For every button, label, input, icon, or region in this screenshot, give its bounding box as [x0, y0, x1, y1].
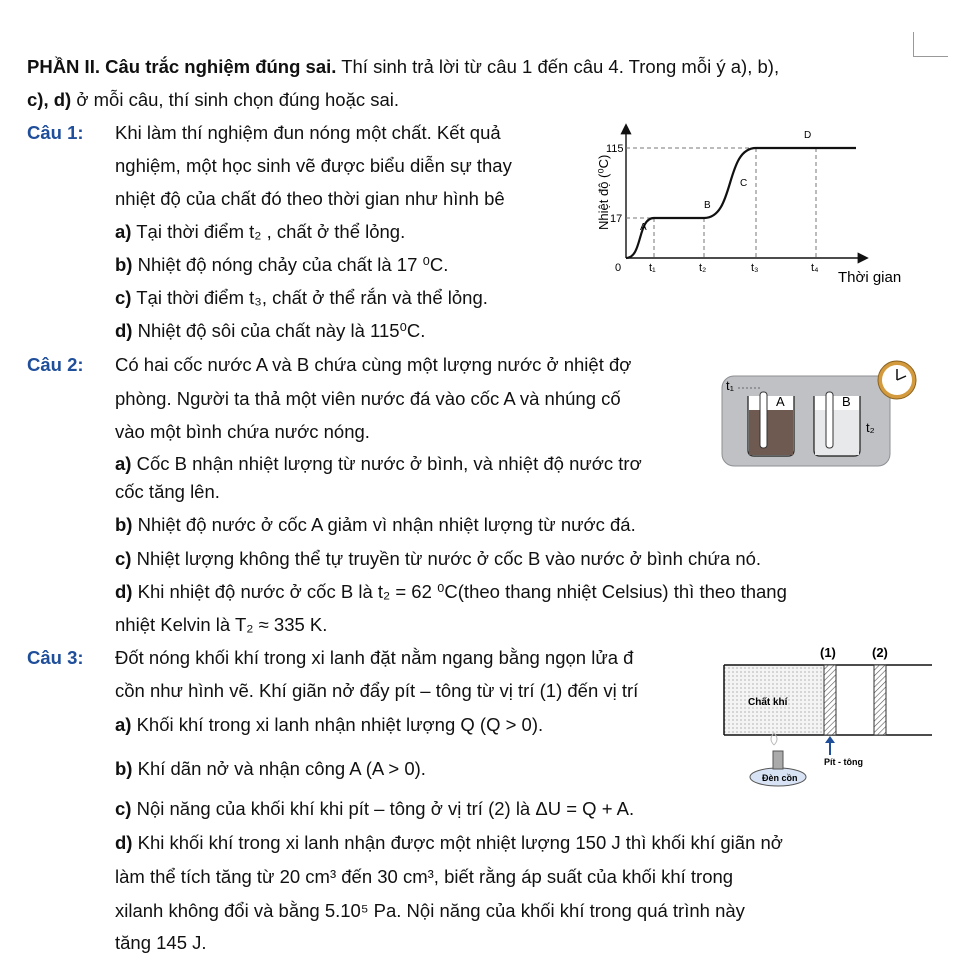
question-3-label: Câu 3: [27, 647, 84, 668]
cup-b-water [815, 410, 859, 455]
piston-position-1 [824, 665, 836, 735]
option-text: Nhiệt lượng không thể tự truyền từ nước ở cốc B vào nước ở bình chứa nó. [131, 548, 762, 569]
x-tick-t3: t₃ [751, 262, 759, 274]
lamp-wick-icon [773, 751, 783, 769]
hot-water-bath [722, 376, 890, 466]
option-label: d) [115, 832, 133, 853]
q2-option-a[interactable] [115, 452, 642, 476]
option-text: Khi nhiệt độ nước ở cốc B là t₂ = 62 ⁰C(theo thang nhiệt Celsius) thì theo thang [132, 581, 787, 602]
position-1-label: (1) [820, 645, 836, 660]
section-header-line2 [27, 88, 399, 112]
q3-option-d[interactable] [115, 831, 783, 855]
cups-figure [718, 358, 924, 470]
question-2-line: vào một bình chứa nước nóng. [115, 421, 370, 442]
option-text: Tại thời điểm t₂ , chất ở thể lỏng. [131, 221, 406, 242]
question-3-line: cồn như hình vẽ. Khí giãn nở đẩy pít – tông từ vị trí (1) đến vị trí [115, 680, 639, 701]
piston-position-2 [874, 665, 886, 735]
y-axis-label: Nhiệt độ (⁰C) [596, 154, 611, 230]
q1-option-d[interactable] [115, 319, 425, 343]
option-text: Khối khí trong xi lanh nhận nhiệt lượng Q (Q > 0). [131, 714, 544, 735]
question-1-line: nhiệt độ của chất đó theo thời gian như hình bê [115, 188, 505, 209]
section-instructions: Thí sinh trả lời từ câu 1 đến câu 4. Trong mỗi ý a), b), [336, 56, 780, 77]
option-text: Nhiệt độ nước ở cốc A giảm vì nhận nhiệt lượng từ nước đá. [132, 514, 636, 535]
thermometer-b [826, 392, 833, 448]
origin-label: 0 [615, 262, 622, 274]
x-tick-t1: t₁ [649, 262, 656, 274]
option-label: a) [115, 714, 132, 735]
section-options: c), d) [27, 89, 72, 110]
q3-option-d-cont: tăng 145 J. [115, 932, 207, 953]
section-instructions-2: ở mỗi câu, thí sinh chọn đúng hoặc sai. [71, 89, 400, 110]
question-1-line: nghiệm, một học sinh vẽ được biểu diễn sự thay [115, 155, 512, 176]
q2-option-c[interactable] [115, 547, 761, 571]
t1-label: t₁ [726, 378, 734, 393]
option-label: d) [115, 581, 133, 602]
question-2-label: Câu 2: [27, 354, 84, 375]
q1-option-a[interactable] [115, 220, 405, 244]
option-label: c) [115, 548, 132, 569]
question-1-label: Câu 1: [27, 122, 84, 143]
thermometer-a [760, 392, 767, 448]
option-label: d) [115, 320, 133, 341]
option-label: a) [115, 453, 132, 474]
option-label: b) [115, 758, 133, 779]
y-tick-115: 115 [606, 143, 624, 155]
option-text: Nội năng của khối khí khi pít – tông ở vị trí (2) là ΔU = Q + A. [131, 798, 635, 819]
option-text: Nhiệt độ nóng chảy của chất là 17 ⁰C. [132, 254, 449, 275]
point-label-A: A [640, 222, 647, 233]
q3-option-a[interactable] [115, 713, 543, 737]
question-3-line: Đốt nóng khối khí trong xi lanh đặt nằm ngang bằng ngọn lửa đ [115, 647, 634, 668]
point-label-B: B [704, 200, 711, 211]
option-text: Nhiệt độ sôi của chất này là 115⁰C. [132, 320, 426, 341]
q3-option-c[interactable] [115, 797, 634, 821]
q1-option-c[interactable] [115, 286, 488, 310]
option-label: c) [115, 287, 132, 308]
q1-option-b[interactable] [115, 253, 448, 277]
question-2-line: phòng. Người ta thả một viên nước đá vào cốc A và nhúng cố [115, 388, 621, 409]
option-label: c) [115, 798, 132, 819]
q3-option-d-cont: xilanh không đổi và bằng 5.10⁵ Pa. Nội năng của khối khí trong quá trình này [115, 900, 745, 921]
q3-option-d-cont: làm thể tích tăng từ 20 cm³ đến 30 cm³, biết rằng áp suất của khối khí trong [115, 866, 734, 887]
y-tick-17: 17 [610, 213, 623, 225]
cylinder-figure [720, 643, 934, 793]
piston-label: Pít - tông [824, 757, 863, 767]
lamp-label: Đèn cồn [762, 773, 798, 783]
heating-curve-chart [590, 118, 920, 293]
option-label: b) [115, 254, 133, 275]
question-1-line: Khi làm thí nghiệm đun nóng một chất. Kết quả [115, 122, 501, 143]
option-text: Khi khối khí trong xi lanh nhận được một nhiệt lượng 150 J thì khối khí giãn nở [132, 832, 783, 853]
point-label-D: D [804, 130, 812, 141]
cup-a-label: A [776, 394, 785, 409]
cup-a-water [749, 410, 793, 455]
position-2-label: (2) [872, 645, 888, 660]
x-axis-label: Thời gian [838, 269, 902, 286]
section-title: PHẦN II. Câu trắc nghiệm đúng sai. [27, 56, 337, 77]
option-text: Khí dãn nở và nhận công A (A > 0). [132, 758, 426, 779]
q2-option-b[interactable] [115, 513, 636, 537]
option-text: Cốc B nhận nhiệt lượng từ nước ở bình, và nhiệt độ nước trơ [131, 453, 642, 474]
q2-option-a-cont: cốc tăng lên. [115, 481, 220, 502]
question-2-line: Có hai cốc nước A và B chứa cùng một lượng nước ở nhiệt đợ [115, 354, 632, 375]
option-label: a) [115, 221, 132, 242]
t2-label: t₂ [866, 420, 875, 435]
cup-b-label: B [842, 394, 851, 409]
q3-option-b[interactable] [115, 757, 426, 781]
q2-option-d[interactable] [115, 580, 787, 604]
x-tick-t4: t₄ [811, 262, 819, 274]
option-label: b) [115, 514, 133, 535]
option-text: Tại thời điểm t₃, chất ở thể rắn và thể lỏng. [131, 287, 488, 308]
page-corner-mark [913, 32, 948, 57]
point-label-C: C [740, 178, 748, 189]
arrow-head-icon [825, 736, 835, 743]
q2-option-d-cont: nhiệt Kelvin là T₂ ≈ 335 K. [115, 614, 328, 635]
section-header-line1 [27, 55, 779, 79]
gas-label: Chất khí [748, 697, 788, 708]
x-tick-t2: t₂ [699, 262, 707, 274]
